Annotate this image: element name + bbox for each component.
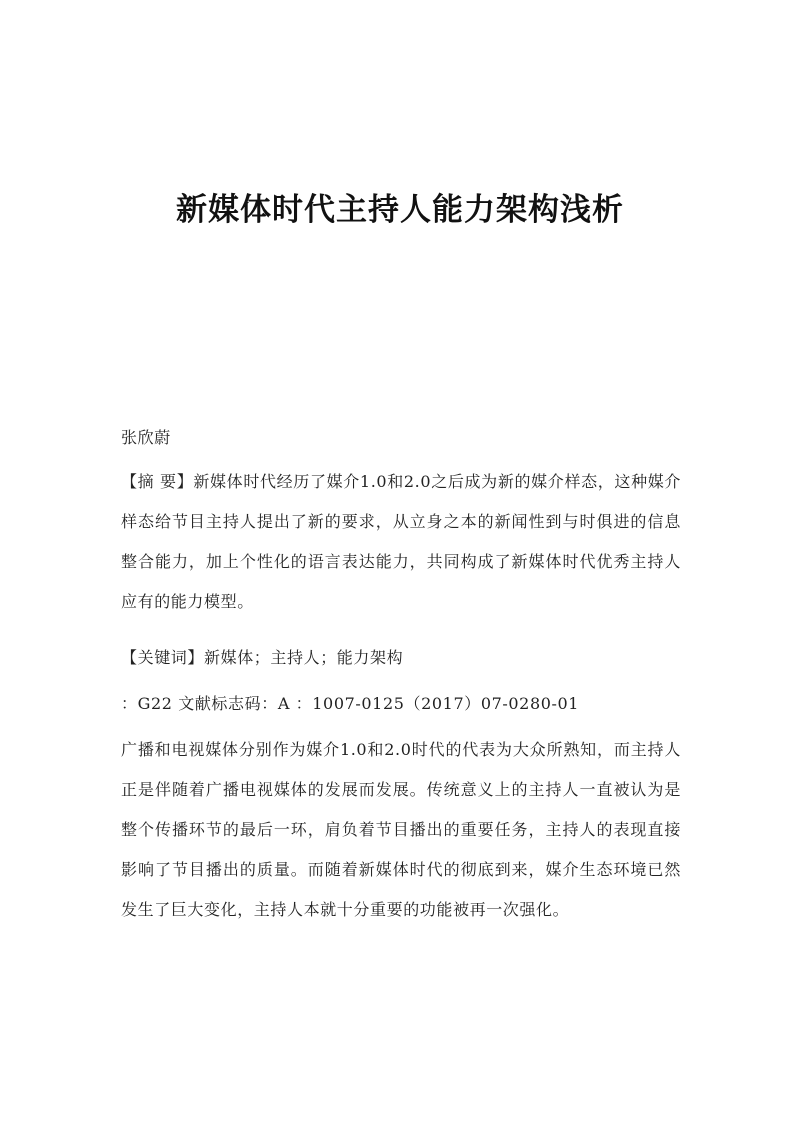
classification-line: ：G22 文献标志码：A ：1007-0125（2017）07-0280-01 (121, 694, 580, 713)
abstract-paragraph: 【摘 要】新媒体时代经历了媒介1.0和2.0之后成为新的媒介样态，这种媒介样态给节目主持人提出了新的要求，从立身之本的新闻性到与时俱进的信息整合能力，加上个性化的语言表达能力，共同构成了新媒体时代优秀主持人应有的能力模型。 (121, 472, 681, 611)
author-name: 张欣蔚 (121, 428, 171, 447)
intro-paragraph: 广播和电视媒体分别作为媒介1.0和2.0时代的代表为大众所熟知，而主持人正是伴随着广播电视媒体的发展而发展。传统意义上的主持人一直被认为是整个传播环节的最后一环，肩负着节目播出的重要任务，主持人的表现直接影响了节目播出的质量。而随着新媒体时代的彻底到来，媒介生态环境已然发生了巨大变化，主持人本就十分重要的功能被再一次强化。 (121, 740, 681, 919)
keywords-line: 【关键词】新媒体；主持人；能力架构 (121, 648, 404, 667)
paper-title: 新媒体时代主持人能力架构浅析 (176, 192, 624, 228)
